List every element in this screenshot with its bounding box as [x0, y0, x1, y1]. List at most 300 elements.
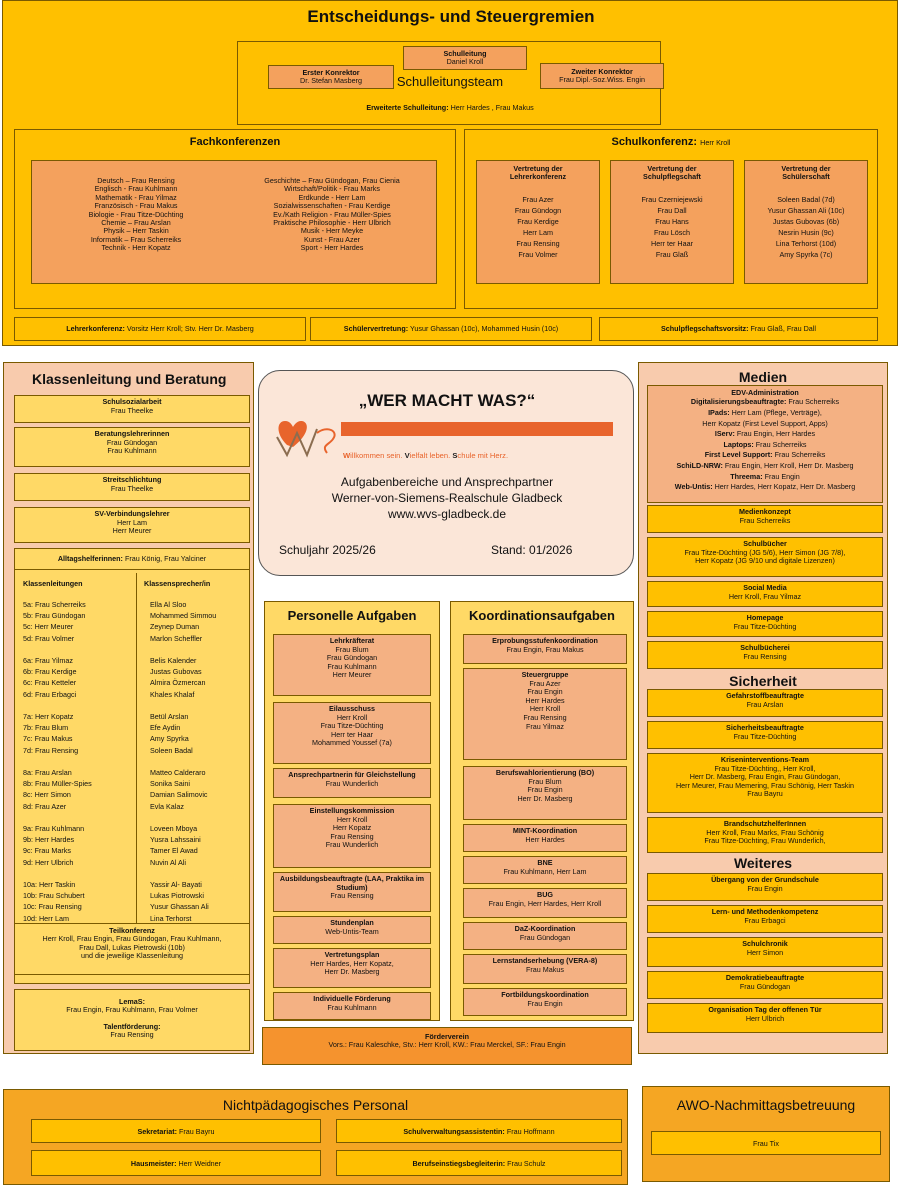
fach-left-column [36, 177, 236, 253]
nichtpaedagogisch-section [3, 1089, 628, 1185]
info-box [463, 824, 627, 852]
info-box-title: Berufswahlorientierung (BO) [495, 768, 595, 777]
info-box [463, 856, 627, 884]
info-box-line: Herr Kroll, Frau Marks, Frau Schönig [706, 827, 824, 837]
info-box-title: Kriseninterventions-Team [720, 755, 810, 764]
fach-left-item: Englisch - Frau Kuhlmann [94, 184, 178, 194]
info-box-title: Übergang von der Grundschule [711, 875, 819, 884]
edv-item-key: Web-Untis: [674, 482, 713, 492]
info-box-title: BUG [537, 890, 553, 899]
edv-item [648, 461, 882, 472]
awo-name: Frau Tix [753, 1139, 779, 1148]
talent-title: Talentförderung: [103, 1021, 161, 1031]
vertretung-schueler-item: Lina Terhorst (10d) [775, 238, 837, 248]
klassenleitung-item: 10d: Herr Lam [23, 913, 69, 923]
vertretung-pflege-item: Herr ter Haar [651, 238, 693, 248]
teilkonferenz-list [15, 935, 249, 960]
info-box [647, 505, 883, 533]
info-box [273, 634, 431, 696]
erweiterte-label: Erweiterte Schulleitung: [366, 103, 449, 112]
info-box-line: Frau Gündogan [739, 981, 791, 991]
info-box-title: Ausbildungsbeauftragte (LAA, Praktika im Studium) [279, 874, 425, 892]
subtitle-1: Aufgabenbereiche und Ansprechpartner [340, 475, 554, 489]
klassenleitung-item: 5c: Herr Meurer [23, 622, 74, 632]
klassensprecher-list [150, 599, 250, 924]
verwaltung-label: Schulverwaltungsassistentin: [403, 1127, 505, 1136]
hausmeister-value: Herr Weidner [178, 1159, 222, 1168]
alltagshelfer-value: Frau König, Frau Yalciner [124, 554, 207, 563]
edv-item-value: Frau Scherreiks [772, 450, 826, 460]
fach-right-column [232, 177, 432, 253]
edv-item-value: Frau Engin, Herr Hardes [734, 429, 816, 439]
hausmeister-label: Hausmeister: [130, 1159, 177, 1168]
center-card [258, 370, 634, 576]
info-box-line: Herr Hardes [525, 834, 565, 844]
schulkonferenz-title [465, 136, 877, 148]
schulleitung-label: Schulleitung [443, 49, 487, 58]
info-box [647, 641, 883, 669]
lemas-title: LemaS: [119, 997, 145, 1006]
info-box-title: Medienkonzept [739, 507, 791, 516]
info-box-line: Frau Rensing [330, 831, 374, 841]
info-box-line: Frau Blum [335, 644, 369, 654]
info-box-line: Frau Rensing [523, 712, 567, 722]
fach-right-item: Geschichte – Frau Gündogan, Frau Cienia [264, 176, 400, 185]
vertretung-schueler-item: Justas Gubovas (6b) [772, 216, 840, 226]
klassensprecher-item: Loveen Mboya [150, 824, 198, 833]
edv-item-key: Digitalisierungsbeauftragte: [690, 397, 787, 407]
vertretung-lehrer-title: Vertretung der Lehrerkonferenz [509, 164, 567, 182]
lehrerkonferenz-label: Lehrerkonferenz: [66, 324, 125, 333]
info-box [463, 668, 627, 760]
info-box-title: Schulsozialarbeit [102, 397, 162, 406]
edv-item-key: Threema: [730, 471, 763, 481]
vertretung-pflege-item: Frau Lösch [654, 227, 690, 237]
berufseinstieg-box [336, 1150, 622, 1176]
vertretung-lehrer-item: Frau Kerdige [517, 216, 559, 226]
klassensprecher-item: Khales Khalaf [150, 689, 195, 699]
info-box [463, 888, 627, 918]
info-box-title: Erprobungsstufenkoordination [492, 636, 598, 645]
vertretung-pflege-item: Frau Czerniejewski [641, 194, 703, 204]
info-box-line: Herr Kopatz (JG 9/10 und digitale Lizenzen) [695, 556, 835, 566]
edv-item-value: Frau Engin, Herr Kroll, Herr Dr. Masberg [722, 460, 854, 470]
info-box [647, 905, 883, 933]
info-box-line: Frau Kuhlmann [107, 446, 157, 456]
vertretung-lehrer-item: Frau Azer [522, 194, 554, 204]
info-box-title: Einstellungskommission [309, 806, 395, 815]
personelle-section [264, 601, 440, 1021]
edv-item [648, 450, 882, 461]
alltagshelfer-box [14, 548, 250, 570]
schulpflegschaft-box [599, 317, 878, 341]
info-box-title: Individuelle Förderung [313, 994, 391, 1003]
edv-item-key: Laptops: [723, 439, 754, 449]
info-box-line: Frau Blum [528, 776, 562, 786]
info-box-title: Schulbücher [743, 539, 787, 548]
fach-right-item: Musik - Herr Meyke [300, 226, 364, 236]
edv-item-value: Frau Engin [762, 471, 800, 481]
info-box-line: Web-Untis-Team [325, 926, 379, 936]
steuergremien-section [2, 0, 898, 346]
klassenleitung-item: 7a: Herr Kopatz [23, 712, 74, 721]
info-box-line: Herr Kroll [336, 712, 368, 722]
fach-right-item: Ev./Kath Religion - Frau Müller-Spies [273, 209, 391, 219]
website-link[interactable]: www.wvs-gladbeck.de [387, 507, 507, 521]
edv-box [647, 385, 883, 503]
teilkonferenz-title: Teilkonferenz [109, 926, 155, 935]
fach-left-item: Biologie - Frau Titze-Düchting [88, 209, 184, 219]
info-box-title: Ansprechpartnerin für Gleichstellung [288, 770, 416, 779]
info-box [273, 948, 431, 988]
klassensprecher-header: Klassensprecher/in [144, 579, 211, 588]
edv-item-key: First Level Support: [704, 450, 773, 460]
talent-value: Frau Rensing [110, 1030, 154, 1040]
edv-item [648, 397, 882, 408]
info-box-line: Frau Rensing [330, 891, 374, 901]
schuelervertretung-value: Yusur Ghassan (10c), Mohammed Husin (10c) [409, 324, 559, 333]
info-box-line: Herr Dr. Masberg, Frau Engin, Frau Gündogan, [689, 772, 841, 782]
info-box-title: Lehrkräfterat [329, 636, 375, 645]
fachkonferenzen-title: Fachkonferenzen [189, 136, 281, 148]
berufseinstieg-value: Frau Schulz [507, 1159, 546, 1168]
klassenleitung-item: 9a: Frau Kuhlmann [23, 824, 85, 833]
klassensprecher-item: Yusur Ghassan Ali [150, 902, 209, 912]
fach-right-item: Erdkunde - Herr Lam [298, 192, 366, 202]
info-box [273, 916, 431, 944]
klassensprecher-item: Nuvin Al Ali [150, 857, 186, 867]
berufseinstieg-label: Berufseinstiegsbegleiterin: [412, 1159, 506, 1168]
lemas-value: Frau Engin, Frau Kuhlmann, Frau Volmer [66, 1005, 198, 1015]
info-box-line: Frau Gündogan [106, 437, 158, 447]
edv-item-value: Herr Hardes, Herr Kopatz, Herr Dr. Masberg [712, 482, 856, 492]
info-box [273, 702, 431, 764]
info-box-title: MINT-Koordination [512, 826, 578, 835]
info-box [647, 971, 883, 999]
info-box [463, 922, 627, 950]
info-box-line: Frau Arslan [746, 699, 784, 709]
klassenleitung-item: 5d: Frau Volmer [23, 633, 75, 643]
alltagshelfer-label: Alltagshelferinnen: [57, 554, 123, 563]
info-box [647, 721, 883, 749]
personelle-title: Personelle Aufgaben [287, 608, 417, 623]
klassensprecher-item: Yassir Al- Bayati [150, 880, 202, 889]
info-box [647, 937, 883, 967]
sekretariat-label: Sekretariat: [137, 1127, 177, 1136]
section-title: Entscheidungs- und Steuergremien [307, 7, 595, 26]
schuljahr: Schuljahr 2025/26 [279, 543, 376, 557]
klassensprecher-item: Efe Aydin [150, 723, 181, 733]
info-box-title: Streitschlichtung [102, 475, 162, 484]
info-box-line: Herr Dr. Masberg [517, 793, 573, 803]
vertretung-schueler-list [745, 194, 867, 260]
info-box-line: Frau Titze-Düchting,, Herr Kroll, [714, 763, 816, 773]
vertretung-lehrer-item: Frau Rensing [516, 238, 560, 248]
lehrerkonferenz-box [14, 317, 306, 341]
info-box [647, 611, 883, 637]
info-box-title: BNE [537, 858, 553, 867]
info-box-line: Frau Titze-Düchting (JG 5/6), Herr Simon (JG 7/8), [684, 547, 846, 557]
slogan-part2: ielfalt leben. [409, 451, 453, 460]
klassenleitung-item: 6a: Frau Yilmaz [23, 656, 73, 665]
klassenleitung-item: 5b: Frau Gündogan [23, 611, 86, 621]
info-box [273, 768, 431, 798]
edv-item-key: IPads: [708, 408, 730, 417]
edv-item [648, 440, 882, 451]
erster-konrektor-name: Dr. Stefan Masberg [300, 76, 362, 86]
vertretung-pflege-list [611, 194, 733, 260]
fach-left-item: Technik - Herr Kopatz [101, 243, 171, 253]
vertretung-pflege-title: Vertretung der Schulpflegschaft [643, 164, 701, 182]
edv-item-value: Herr Kopatz (First Level Support, Apps) [702, 418, 828, 428]
fach-right-item: Kunst - Frau Azer [304, 234, 360, 244]
klassenleitung-item: 5a: Frau Scherreiks [23, 600, 86, 609]
fach-left-item: Deutsch – Frau Rensing [97, 176, 175, 185]
info-box-line: Herr Kroll [529, 704, 561, 714]
info-box-line: Frau Erbagci [744, 915, 786, 925]
info-box-line: Frau Engin [747, 883, 783, 893]
klassensprecher-item: Damian Salimovic [150, 790, 208, 800]
klassensprecher-item: Belis Kalender [150, 656, 197, 665]
info-box-title: BrandschutzhelferInnen [723, 819, 807, 828]
edv-item [648, 482, 882, 493]
teilkonferenz-item: und die jeweilige Klassenleitung [81, 951, 183, 961]
edv-item [648, 429, 882, 440]
fach-left-item: Französisch - Frau Makus [94, 201, 178, 211]
vertretung-lehrer-item: Frau Volmer [518, 249, 558, 259]
edv-item [648, 408, 882, 419]
erweiterte-value: Herr Hardes , Frau Makus [450, 103, 534, 112]
awo-name-box [651, 1131, 881, 1155]
info-box-line: Herr Hardes [525, 695, 565, 705]
foerderverein-title: Förderverein [425, 1032, 469, 1041]
schuelervertretung-label: Schülervertretung: [343, 324, 409, 333]
medien-section [638, 362, 888, 1054]
klassenleitung-item: 10b: Frau Schubert [23, 891, 85, 901]
fachkonferenzen-box [14, 129, 456, 309]
column-divider [136, 573, 137, 923]
info-box-line: Frau Bayru [747, 789, 783, 799]
klassenleitung-item: 8b: Frau Müller-Spies [23, 779, 92, 789]
info-box-line: Frau Titze-Düchting [733, 621, 797, 631]
verwaltung-value: Frau Hoffmann [506, 1127, 555, 1136]
info-box-line: Herr Meurer, Frau Memering, Frau Schönig, Herr Taskin [675, 780, 854, 790]
info-box-line: Herr Simon [746, 947, 784, 957]
slogan-v: V [404, 451, 410, 460]
info-box-line: Frau Kuhlmann [327, 661, 377, 671]
edv-item [648, 419, 882, 430]
info-box [463, 988, 627, 1016]
vertretung-pflege-item: Frau Hans [655, 216, 689, 226]
foerderverein-value: Vors.: Frau Kaleschke, Stv.: Herr Kroll, KW.: Frau Merckel, SF.: Frau Engin [328, 1040, 566, 1050]
fach-left-item: Informatik – Frau Scherreiks [90, 234, 182, 244]
info-box-line: Mohammed Youssef (7a) [312, 738, 392, 748]
klassensprecher-item: Betül Arslan [150, 712, 189, 721]
verwaltung-box [336, 1119, 622, 1143]
info-box-title: SV-Verbindungslehrer [94, 509, 170, 518]
info-box [647, 753, 883, 813]
fach-left-item: Physik – Herr Taskin [103, 226, 169, 236]
schulkonferenz-value: Herr Kroll [700, 138, 731, 147]
fach-left-item: Chemie – Frau Arslan [101, 218, 171, 228]
fach-right-item: Wirtschaft/Politik - Frau Marks [284, 184, 380, 194]
klassenleitung-section [3, 362, 254, 1054]
info-box-title: Beratungslehrerinnen [94, 429, 170, 438]
schulkonferenz-box [464, 129, 878, 309]
fach-right-item: Praktische Philosophie - Herr Ulbrich [273, 218, 391, 228]
info-box-line: Herr Kopatz [332, 823, 372, 833]
slogan-part1: illkommen sein. [350, 451, 405, 460]
info-box-line: Frau Gündogan [326, 653, 378, 663]
info-box [463, 634, 627, 664]
info-box-line: Frau Engin [527, 687, 563, 697]
edv-item-key: SchiLD-NRW: [676, 460, 723, 470]
info-box [647, 537, 883, 577]
klassenleitung-title: Klassenleitung und Beratung [32, 371, 227, 387]
erweiterte-schulleitung [238, 104, 662, 112]
lemas-box [14, 989, 250, 1051]
fach-right-item: Sozialwissenschaften - Frau Kerdige [273, 201, 391, 211]
klassensprecher-item: Lina Terhorst [150, 913, 192, 923]
klassenleitung-item: 7c: Frau Makus [23, 734, 73, 744]
info-box [14, 395, 250, 423]
info-box-line: Frau Wunderlich [325, 778, 379, 788]
klassensprecher-item: Justas Gubovas [150, 667, 202, 677]
klassenleitungen-list [23, 599, 135, 924]
info-box-line: Herr Hardes, Herr Kopatz, [310, 958, 394, 968]
klassenleitung-item: 8d: Frau Azer [23, 801, 67, 811]
schulpflegschaft-value: Frau Glaß, Frau Dall [750, 324, 816, 333]
klassenleitung-item: 7b: Frau Blum [23, 723, 69, 733]
vertretung-lehrer-item: Herr Lam [523, 227, 553, 237]
klassensprecher-item: Matteo Calderaro [150, 768, 206, 777]
info-box-line: Frau Theelke [110, 405, 154, 415]
klassensprecher-item: Ella Al Sloo [150, 600, 187, 609]
vertretung-pflege-item: Frau Glaß [655, 249, 689, 259]
klassensprecher-item: Amy Spyrka [150, 734, 189, 744]
info-box-line: Frau Engin [527, 998, 563, 1008]
slogan-s: S [452, 451, 458, 460]
schulleitung-box [403, 46, 527, 70]
info-box-title: Vertretungsplan [324, 950, 380, 959]
info-box-line: Frau Engin, Herr Hardes, Herr Kroll [488, 898, 602, 908]
klassensprecher-item: Yusra Lahssaini [150, 835, 201, 845]
slogan-part3: chule mit Herz. [457, 451, 509, 460]
subtitle-2: Werner-von-Siemens-Realschule Gladbeck [331, 491, 563, 505]
klassenleitung-item: 6b: Frau Kerdige [23, 667, 77, 677]
info-box-title: Homepage [746, 613, 784, 622]
info-box-title: Eilausschuss [329, 704, 375, 713]
schulpflegschaft-label: Schulpflegschaftsvorsitz: [661, 324, 749, 333]
erster-konrektor-label: Erster Konrektor [302, 68, 360, 77]
info-box-line: Frau Titze-Düchting, Frau Wunderlich, [704, 836, 826, 846]
klassenleitung-item: 10a: Herr Taskin [23, 880, 76, 889]
klassenleitung-item: 10c: Frau Rensing [23, 902, 82, 912]
schulkonferenz-label: Schulkonferenz: [611, 136, 698, 148]
vertretung-lehrer-box [476, 160, 600, 284]
hausmeister-box [31, 1150, 321, 1176]
koordination-title: Koordinationsaufgaben [469, 608, 615, 623]
info-box [647, 1003, 883, 1033]
stand: Stand: 01/2026 [491, 543, 573, 557]
info-box-line: Frau Rensing [743, 651, 787, 661]
nichtpaedagogisch-title: Nichtpädagogisches Personal [222, 1097, 409, 1113]
info-box-line: Frau Theelke [110, 483, 154, 493]
info-box-title: Gefahrstoffbeauftragte [726, 691, 804, 700]
info-box-line: Herr ter Haar [331, 729, 373, 739]
zweiter-konrektor-name: Frau Dipl.-Soz.Wiss. Engin [559, 75, 645, 85]
info-box [463, 766, 627, 820]
edv-item-value: Herr Lam (Pflege, Verträge), [729, 408, 822, 417]
info-box-title: Social Media [743, 583, 787, 592]
info-box-line: Frau Engin [527, 785, 563, 795]
info-box-line: Frau Yilmaz [526, 721, 564, 731]
foerderverein-box [262, 1027, 632, 1065]
edv-item-value: Frau Scherreiks [753, 439, 807, 449]
klassenleitung-item: 8c: Herr Simon [23, 790, 71, 800]
sekretariat-value: Frau Bayru [179, 1127, 215, 1136]
sicherheit-title: Sicherheit [729, 673, 797, 689]
schulleitungsteam-box [237, 41, 661, 125]
vertretung-lehrer-list [477, 194, 599, 260]
medien-title: Medien [738, 369, 788, 385]
info-box [463, 954, 627, 984]
vertretung-schueler-title: Vertretung der Schülerschaft [781, 164, 831, 182]
klassensprecher-item: Marlon Scheffler [150, 633, 203, 643]
info-box-title: Sicherheitsbeauftragte [726, 723, 804, 732]
fachkonferenzen-list [31, 160, 437, 284]
info-box-line: Frau Gündogan [519, 932, 571, 942]
info-box-line: Frau Wunderlich [325, 840, 379, 850]
info-box [647, 873, 883, 901]
info-box [647, 689, 883, 717]
edv-item-key: IServ: [714, 429, 735, 439]
edv-list [648, 397, 882, 492]
fach-left-item: Mathematik - Frau Yilmaz [95, 192, 177, 202]
info-box-title: Lern- und Methodenkompetenz [711, 907, 819, 916]
info-box-line: Herr Dr. Masberg [324, 967, 380, 977]
edv-item-value: Frau Scherreiks [786, 397, 840, 407]
info-box-line: Frau Makus [526, 964, 564, 974]
info-box [647, 817, 883, 853]
info-box-line: Frau Azer [529, 678, 561, 688]
vertretung-schueler-item: Nesrin Husin (9c) [778, 227, 834, 237]
klassenleitung-item: 9b: Herr Hardes [23, 835, 75, 845]
klassenleitung-item: 7d: Frau Rensing [23, 745, 79, 755]
zweiter-konrektor-box [540, 63, 664, 89]
info-box [14, 507, 250, 543]
erster-konrektor-box [268, 65, 394, 89]
awo-section [642, 1086, 890, 1182]
klassensprecher-item: Zeynep Duman [150, 622, 200, 632]
info-box-line: Herr Ulbrich [745, 1013, 785, 1023]
teilkonferenz-box [14, 923, 250, 975]
info-box-line: Herr Lam [117, 517, 147, 527]
vertretung-pflege-item: Frau Dall [657, 205, 687, 215]
klassensprecher-item: Evla Kalaz [150, 801, 184, 811]
info-box-line: Frau Kuhlmann [327, 1002, 377, 1012]
vertretung-schueler-item: Yusur Ghassan Ali (10c) [767, 205, 845, 215]
info-box-line: Herr Kroll [336, 814, 368, 824]
info-box [273, 992, 431, 1020]
lehrerkonferenz-value: Vorsitz Herr Kroll; Stv. Herr Dr. Masberg [126, 324, 254, 333]
klassensprecher-item: Almira Özmercan [150, 678, 206, 688]
klassen-liste-box [14, 548, 250, 984]
vertretung-lehrer-item: Frau Gündogn [514, 205, 562, 215]
info-box [647, 581, 883, 607]
info-box [14, 427, 250, 467]
info-box [273, 804, 431, 868]
